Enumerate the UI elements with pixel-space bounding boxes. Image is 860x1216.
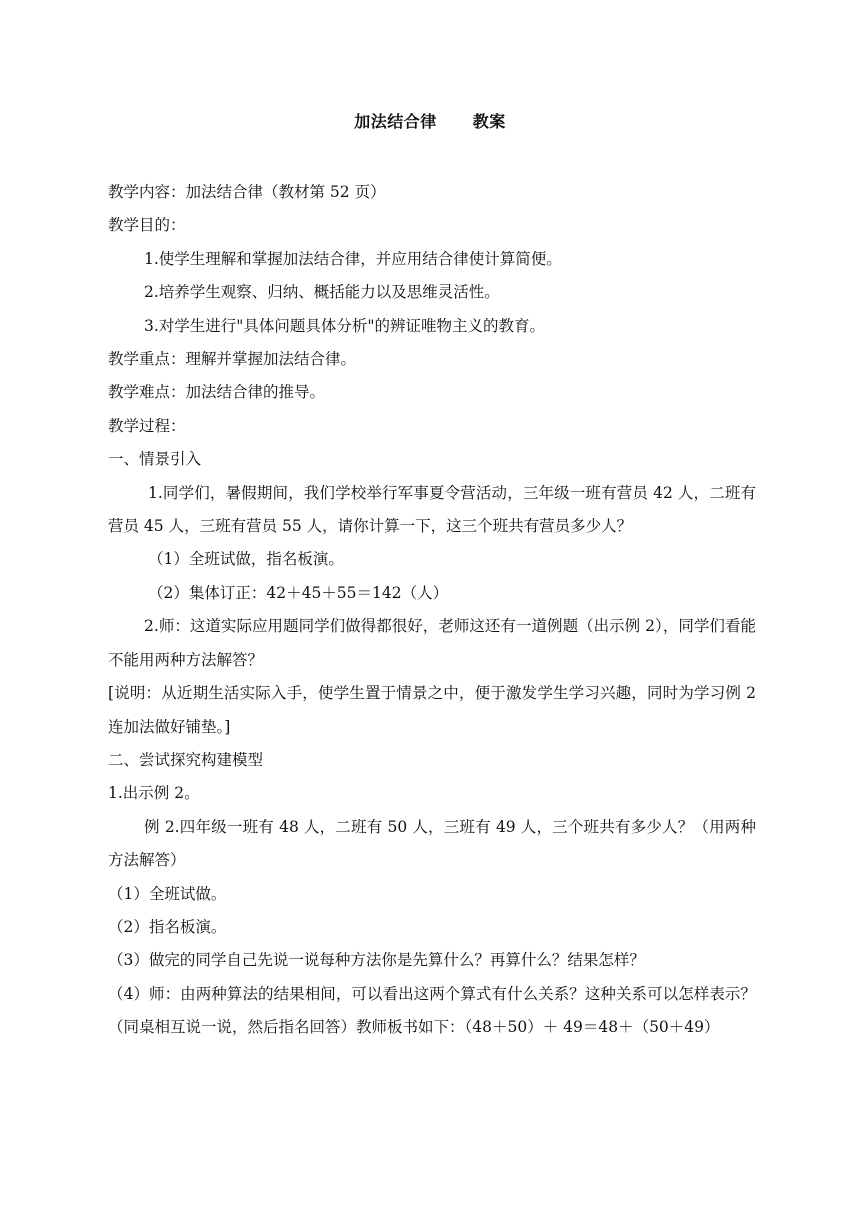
teaching-process-heading: 教学过程： [108,416,186,435]
teaching-content: 教学内容：加法结合律（教材第 52 页） [108,183,386,201]
show-example-2: 1.出示例 2。 [108,784,200,803]
sub-step-4: （4）师：由两种算法的结果相间，可以看出这两个算式有什么关系？这种关系可以怎样表示？（同桌相互说一说，然后指名回答）教师板书如下：（48＋50）＋ 49＝48＋（50＋49） [108,984,756,1037]
title-main: 加法结合律 [354,112,437,131]
explanation-note: [说明：从近期生活实际入手，使学生置于情景之中，便于激发学生学习兴趣，同时为学习例 2 连加法做好铺垫。] [108,684,756,736]
step-1: （1）全班试做，指名板演。 [148,550,344,569]
teaching-goal-2: 2.培养学生观察、归纳、概括能力以及思维灵活性。 [144,283,500,302]
teaching-goal-1: 1.使学生理解和掌握加法结合律，并应用结合律使计算简便。 [144,249,562,268]
example-2: 例 2.四年级一班有 48 人，二班有 50 人，三班有 49 人，三个班共有多少人？（用两种方法解答） [108,817,756,870]
section-2-heading: 二、尝试探究构建模型 [108,750,264,769]
sub-step-2: （2）指名板演。 [108,917,227,936]
section-1-heading: 一、情景引入 [108,450,202,469]
teaching-goal-3: 3.对学生进行"具体问题具体分析"的辨证唯物主义的教育。 [144,316,546,335]
step-2: （2）集体订正：42＋45＋55＝142（人） [148,583,449,602]
paragraph-1: 1.同学们，暑假期间，我们学校举行军事夏令营活动，三年级一班有营员 42 人，二班有营员 45 人，三班有营员 55 人，请你计算一下，这三个班共有营员多少人？ [108,483,756,536]
document-body [108,176,756,1045]
paragraph-2: 2.师：这道实际应用题同学们做得都很好，老师这还有一道例题（出示例 2），同学们看能不能用两种方法解答？ [108,617,756,669]
sub-step-1: （1）全班试做。 [108,884,227,903]
teaching-goals-heading: 教学目的： [108,216,186,235]
title-sub: 教案 [472,112,506,131]
teaching-key-point: 教学重点：理解并掌握加法结合律。 [108,350,357,369]
sub-step-3: （3）做完的同学自己先说一说每种方法你是先算什么？再算什么？结果怎样？ [108,951,645,970]
page-title [0,110,860,134]
teaching-difficulty: 教学难点：加法结合律的推导。 [108,383,326,402]
